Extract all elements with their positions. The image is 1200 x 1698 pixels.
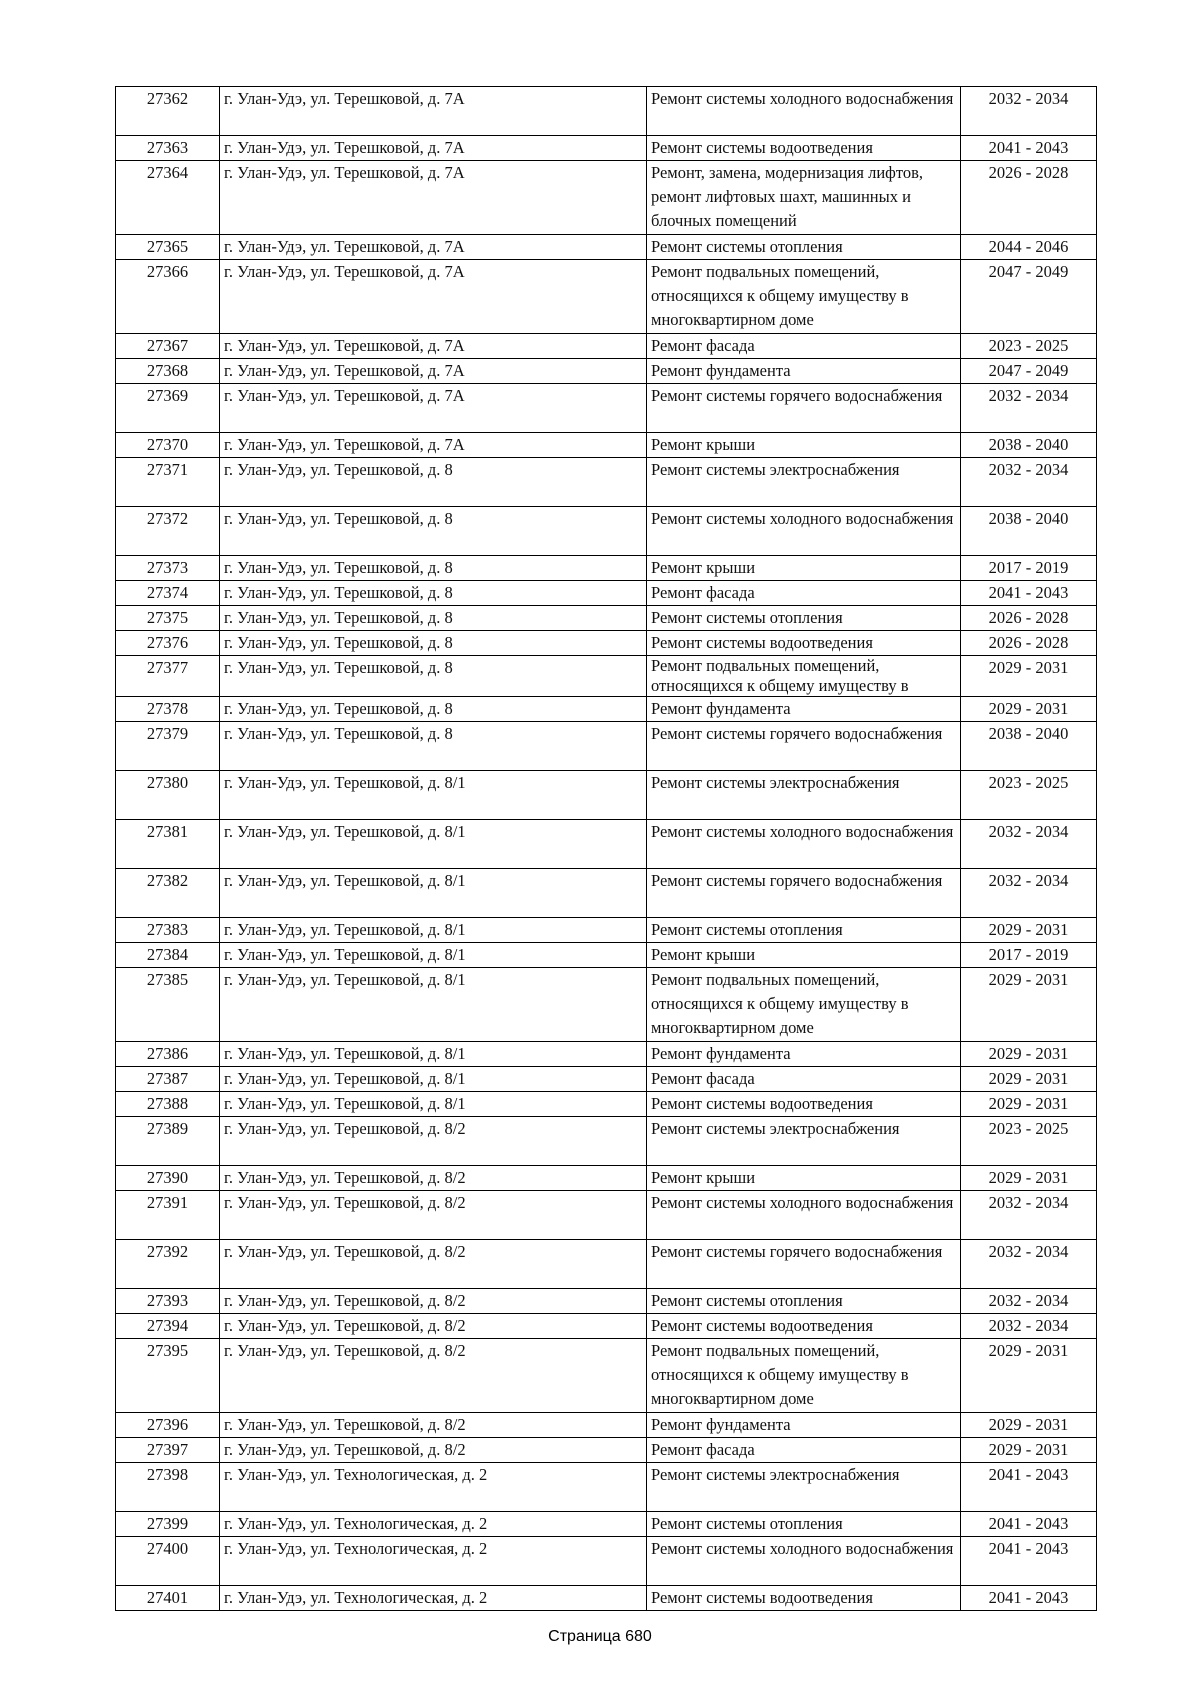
address-cell: г. Улан-Удэ, ул. Терешковой, д. 8/2 <box>220 1289 647 1314</box>
table-row <box>116 235 1097 260</box>
row-number-cell: 27387 <box>116 1067 220 1092</box>
row-number-cell: 27398 <box>116 1463 220 1512</box>
period-cell: 2029 - 2031 <box>961 1339 1097 1413</box>
table-row <box>116 1438 1097 1463</box>
address-cell: г. Улан-Удэ, ул. Терешковой, д. 7А <box>220 433 647 458</box>
work-type-cell: Ремонт системы отопления <box>647 918 961 943</box>
table-row <box>116 260 1097 334</box>
work-type-cell: Ремонт системы водоотведения <box>647 1586 961 1611</box>
work-type-cell: Ремонт подвальных помещений, относящихся к общему имуществу в многоквартирном доме <box>647 968 961 1042</box>
table-row <box>116 136 1097 161</box>
work-type-cell: Ремонт системы электроснабжения <box>647 1463 961 1512</box>
table-row <box>116 507 1097 556</box>
period-cell: 2029 - 2031 <box>961 918 1097 943</box>
period-cell: 2026 - 2028 <box>961 631 1097 656</box>
period-cell: 2026 - 2028 <box>961 606 1097 631</box>
period-cell: 2029 - 2031 <box>961 1092 1097 1117</box>
work-type-cell: Ремонт системы электроснабжения <box>647 771 961 820</box>
row-number-cell: 27396 <box>116 1413 220 1438</box>
row-number-cell: 27395 <box>116 1339 220 1413</box>
period-cell: 2029 - 2031 <box>961 1438 1097 1463</box>
address-cell: г. Улан-Удэ, ул. Терешковой, д. 8 <box>220 606 647 631</box>
work-type-cell: Ремонт подвальных помещений, относящихся к общему имуществу в многоквартирном доме <box>647 1339 961 1413</box>
address-cell: г. Улан-Удэ, ул. Терешковой, д. 8/2 <box>220 1413 647 1438</box>
period-cell: 2032 - 2034 <box>961 384 1097 433</box>
address-cell: г. Улан-Удэ, ул. Терешковой, д. 8 <box>220 697 647 722</box>
table-row <box>116 1289 1097 1314</box>
work-type-cell: Ремонт фасада <box>647 581 961 606</box>
work-type-cell: Ремонт фасада <box>647 1067 961 1092</box>
work-type-cell: Ремонт системы водоотведения <box>647 1092 961 1117</box>
work-type-cell: Ремонт системы отопления <box>647 606 961 631</box>
table-row <box>116 1339 1097 1413</box>
row-number-cell: 27363 <box>116 136 220 161</box>
address-cell: г. Улан-Удэ, ул. Технологическая, д. 2 <box>220 1512 647 1537</box>
address-cell: г. Улан-Удэ, ул. Терешковой, д. 8 <box>220 458 647 507</box>
table-row <box>116 359 1097 384</box>
period-cell: 2029 - 2031 <box>961 697 1097 722</box>
row-number-cell: 27391 <box>116 1191 220 1240</box>
period-cell: 2041 - 2043 <box>961 581 1097 606</box>
table-row <box>116 1166 1097 1191</box>
address-cell: г. Улан-Удэ, ул. Терешковой, д. 8/1 <box>220 918 647 943</box>
address-cell: г. Улан-Удэ, ул. Технологическая, д. 2 <box>220 1537 647 1586</box>
work-type-cell: Ремонт фасада <box>647 334 961 359</box>
work-type-cell: Ремонт крыши <box>647 943 961 968</box>
table-row <box>116 1117 1097 1166</box>
row-number-cell: 27399 <box>116 1512 220 1537</box>
address-cell: г. Улан-Удэ, ул. Терешковой, д. 8/1 <box>220 771 647 820</box>
row-number-cell: 27369 <box>116 384 220 433</box>
work-type-cell: Ремонт подвальных помещений, относящихся к общему имуществу в <box>647 656 961 697</box>
work-type-cell: Ремонт системы холодного водоснабжения <box>647 87 961 136</box>
row-number-cell: 27386 <box>116 1042 220 1067</box>
row-number-cell: 27376 <box>116 631 220 656</box>
address-cell: г. Улан-Удэ, ул. Терешковой, д. 8 <box>220 722 647 771</box>
work-type-cell: Ремонт крыши <box>647 433 961 458</box>
period-cell: 2041 - 2043 <box>961 1512 1097 1537</box>
address-cell: г. Улан-Удэ, ул. Терешковой, д. 7А <box>220 334 647 359</box>
period-cell: 2029 - 2031 <box>961 1042 1097 1067</box>
row-number-cell: 27397 <box>116 1438 220 1463</box>
period-cell: 2026 - 2028 <box>961 161 1097 235</box>
work-type-cell: Ремонт фасада <box>647 1438 961 1463</box>
address-cell: г. Улан-Удэ, ул. Терешковой, д. 8/2 <box>220 1166 647 1191</box>
address-cell: г. Улан-Удэ, ул. Технологическая, д. 2 <box>220 1586 647 1611</box>
address-cell: г. Улан-Удэ, ул. Терешковой, д. 8/2 <box>220 1314 647 1339</box>
work-type-cell: Ремонт системы холодного водоснабжения <box>647 1537 961 1586</box>
period-cell: 2029 - 2031 <box>961 1166 1097 1191</box>
table-row <box>116 1314 1097 1339</box>
work-type-cell: Ремонт крыши <box>647 556 961 581</box>
period-cell: 2017 - 2019 <box>961 943 1097 968</box>
period-cell: 2044 - 2046 <box>961 235 1097 260</box>
work-type-cell: Ремонт системы отопления <box>647 1289 961 1314</box>
table-row <box>116 1463 1097 1512</box>
row-number-cell: 27394 <box>116 1314 220 1339</box>
period-cell: 2023 - 2025 <box>961 1117 1097 1166</box>
table-row <box>116 1042 1097 1067</box>
address-cell: г. Улан-Удэ, ул. Терешковой, д. 7А <box>220 235 647 260</box>
period-cell: 2032 - 2034 <box>961 1240 1097 1289</box>
table-row <box>116 697 1097 722</box>
address-cell: г. Улан-Удэ, ул. Терешковой, д. 8/2 <box>220 1339 647 1413</box>
row-number-cell: 27366 <box>116 260 220 334</box>
row-number-cell: 27365 <box>116 235 220 260</box>
table-row <box>116 1512 1097 1537</box>
row-number-cell: 27393 <box>116 1289 220 1314</box>
work-type-cell: Ремонт системы водоотведения <box>647 1314 961 1339</box>
row-number-cell: 27372 <box>116 507 220 556</box>
period-cell: 2041 - 2043 <box>961 136 1097 161</box>
row-number-cell: 27381 <box>116 820 220 869</box>
table-row <box>116 631 1097 656</box>
work-type-cell: Ремонт системы горячего водоснабжения <box>647 722 961 771</box>
table-row <box>116 458 1097 507</box>
table-row <box>116 1067 1097 1092</box>
page-number: Страница 680 <box>548 1628 652 1645</box>
period-cell: 2032 - 2034 <box>961 87 1097 136</box>
row-number-cell: 27377 <box>116 656 220 697</box>
address-cell: г. Улан-Удэ, ул. Терешковой, д. 8 <box>220 581 647 606</box>
row-number-cell: 27388 <box>116 1092 220 1117</box>
repair-schedule-body <box>116 87 1097 1611</box>
period-cell: 2047 - 2049 <box>961 260 1097 334</box>
address-cell: г. Улан-Удэ, ул. Терешковой, д. 7А <box>220 87 647 136</box>
work-type-cell: Ремонт, замена, модернизация лифтов, ремонт лифтовых шахт, машинных и блочных помещений <box>647 161 961 235</box>
row-number-cell: 27367 <box>116 334 220 359</box>
table-row <box>116 161 1097 235</box>
table-row <box>116 869 1097 918</box>
address-cell: г. Улан-Удэ, ул. Терешковой, д. 8/2 <box>220 1240 647 1289</box>
row-number-cell: 27373 <box>116 556 220 581</box>
address-cell: г. Улан-Удэ, ул. Терешковой, д. 8/2 <box>220 1438 647 1463</box>
work-type-cell: Ремонт системы холодного водоснабжения <box>647 507 961 556</box>
table-row <box>116 722 1097 771</box>
period-cell: 2032 - 2034 <box>961 1289 1097 1314</box>
work-type-cell: Ремонт фундамента <box>647 1042 961 1067</box>
address-cell: г. Улан-Удэ, ул. Терешковой, д. 8/1 <box>220 943 647 968</box>
work-type-cell: Ремонт системы водоотведения <box>647 631 961 656</box>
work-type-cell: Ремонт системы горячего водоснабжения <box>647 869 961 918</box>
row-number-cell: 27368 <box>116 359 220 384</box>
row-number-cell: 27379 <box>116 722 220 771</box>
work-type-cell: Ремонт подвальных помещений, относящихся к общему имуществу в многоквартирном доме <box>647 260 961 334</box>
work-type-cell: Ремонт системы горячего водоснабжения <box>647 384 961 433</box>
table-row <box>116 1240 1097 1289</box>
table-row <box>116 334 1097 359</box>
work-type-cell: Ремонт системы холодного водоснабжения <box>647 820 961 869</box>
address-cell: г. Улан-Удэ, ул. Терешковой, д. 8/1 <box>220 968 647 1042</box>
table-row <box>116 581 1097 606</box>
table-row <box>116 384 1097 433</box>
row-number-cell: 27371 <box>116 458 220 507</box>
period-cell: 2032 - 2034 <box>961 1314 1097 1339</box>
work-type-cell: Ремонт системы горячего водоснабжения <box>647 1240 961 1289</box>
table-row <box>116 556 1097 581</box>
period-cell: 2029 - 2031 <box>961 656 1097 697</box>
table-row <box>116 918 1097 943</box>
table-row <box>116 87 1097 136</box>
address-cell: г. Улан-Удэ, ул. Терешковой, д. 8/1 <box>220 820 647 869</box>
address-cell: г. Улан-Удэ, ул. Терешковой, д. 8/2 <box>220 1117 647 1166</box>
row-number-cell: 27384 <box>116 943 220 968</box>
period-cell: 2032 - 2034 <box>961 458 1097 507</box>
period-cell: 2038 - 2040 <box>961 722 1097 771</box>
table-row <box>116 1413 1097 1438</box>
row-number-cell: 27392 <box>116 1240 220 1289</box>
work-type-cell: Ремонт системы водоотведения <box>647 136 961 161</box>
work-type-cell: Ремонт системы отопления <box>647 235 961 260</box>
table-row <box>116 1537 1097 1586</box>
row-number-cell: 27401 <box>116 1586 220 1611</box>
row-number-cell: 27378 <box>116 697 220 722</box>
period-cell: 2038 - 2040 <box>961 507 1097 556</box>
address-cell: г. Улан-Удэ, ул. Технологическая, д. 2 <box>220 1463 647 1512</box>
address-cell: г. Улан-Удэ, ул. Терешковой, д. 8/1 <box>220 1042 647 1067</box>
address-cell: г. Улан-Удэ, ул. Терешковой, д. 8/1 <box>220 1092 647 1117</box>
row-number-cell: 27390 <box>116 1166 220 1191</box>
table-row <box>116 1586 1097 1611</box>
address-cell: г. Улан-Удэ, ул. Терешковой, д. 7А <box>220 161 647 235</box>
table-row <box>116 433 1097 458</box>
period-cell: 2032 - 2034 <box>961 869 1097 918</box>
work-type-cell: Ремонт крыши <box>647 1166 961 1191</box>
table-row <box>116 656 1097 697</box>
period-cell: 2023 - 2025 <box>961 334 1097 359</box>
table-row <box>116 771 1097 820</box>
period-cell: 2041 - 2043 <box>961 1586 1097 1611</box>
repair-schedule-table <box>115 86 1097 1611</box>
period-cell: 2032 - 2034 <box>961 820 1097 869</box>
row-number-cell: 27385 <box>116 968 220 1042</box>
work-type-cell: Ремонт фундамента <box>647 359 961 384</box>
period-cell: 2029 - 2031 <box>961 968 1097 1042</box>
period-cell: 2023 - 2025 <box>961 771 1097 820</box>
work-type-cell: Ремонт системы электроснабжения <box>647 458 961 507</box>
row-number-cell: 27400 <box>116 1537 220 1586</box>
address-cell: г. Улан-Удэ, ул. Терешковой, д. 8/1 <box>220 869 647 918</box>
table-row <box>116 606 1097 631</box>
period-cell: 2041 - 2043 <box>961 1537 1097 1586</box>
address-cell: г. Улан-Удэ, ул. Терешковой, д. 8/1 <box>220 1067 647 1092</box>
table-row <box>116 968 1097 1042</box>
address-cell: г. Улан-Удэ, ул. Терешковой, д. 7А <box>220 384 647 433</box>
address-cell: г. Улан-Удэ, ул. Терешковой, д. 7А <box>220 359 647 384</box>
period-cell: 2038 - 2040 <box>961 433 1097 458</box>
work-type-cell: Ремонт фундамента <box>647 697 961 722</box>
period-cell: 2041 - 2043 <box>961 1463 1097 1512</box>
period-cell: 2047 - 2049 <box>961 359 1097 384</box>
table-row <box>116 820 1097 869</box>
period-cell: 2017 - 2019 <box>961 556 1097 581</box>
row-number-cell: 27382 <box>116 869 220 918</box>
table-row <box>116 943 1097 968</box>
table-row <box>116 1191 1097 1240</box>
work-type-cell: Ремонт системы холодного водоснабжения <box>647 1191 961 1240</box>
row-number-cell: 27362 <box>116 87 220 136</box>
row-number-cell: 27370 <box>116 433 220 458</box>
address-cell: г. Улан-Удэ, ул. Терешковой, д. 8/2 <box>220 1191 647 1240</box>
row-number-cell: 27375 <box>116 606 220 631</box>
work-type-cell: Ремонт фундамента <box>647 1413 961 1438</box>
address-cell: г. Улан-Удэ, ул. Терешковой, д. 8 <box>220 656 647 697</box>
period-cell: 2032 - 2034 <box>961 1191 1097 1240</box>
row-number-cell: 27383 <box>116 918 220 943</box>
row-number-cell: 27380 <box>116 771 220 820</box>
address-cell: г. Улан-Удэ, ул. Терешковой, д. 7А <box>220 260 647 334</box>
row-number-cell: 27374 <box>116 581 220 606</box>
address-cell: г. Улан-Удэ, ул. Терешковой, д. 8 <box>220 556 647 581</box>
row-number-cell: 27389 <box>116 1117 220 1166</box>
address-cell: г. Улан-Удэ, ул. Терешковой, д. 8 <box>220 631 647 656</box>
row-number-cell: 27364 <box>116 161 220 235</box>
address-cell: г. Улан-Удэ, ул. Терешковой, д. 8 <box>220 507 647 556</box>
address-cell: г. Улан-Удэ, ул. Терешковой, д. 7А <box>220 136 647 161</box>
period-cell: 2029 - 2031 <box>961 1067 1097 1092</box>
period-cell: 2029 - 2031 <box>961 1413 1097 1438</box>
table-row <box>116 1092 1097 1117</box>
work-type-cell: Ремонт системы отопления <box>647 1512 961 1537</box>
work-type-cell: Ремонт системы электроснабжения <box>647 1117 961 1166</box>
